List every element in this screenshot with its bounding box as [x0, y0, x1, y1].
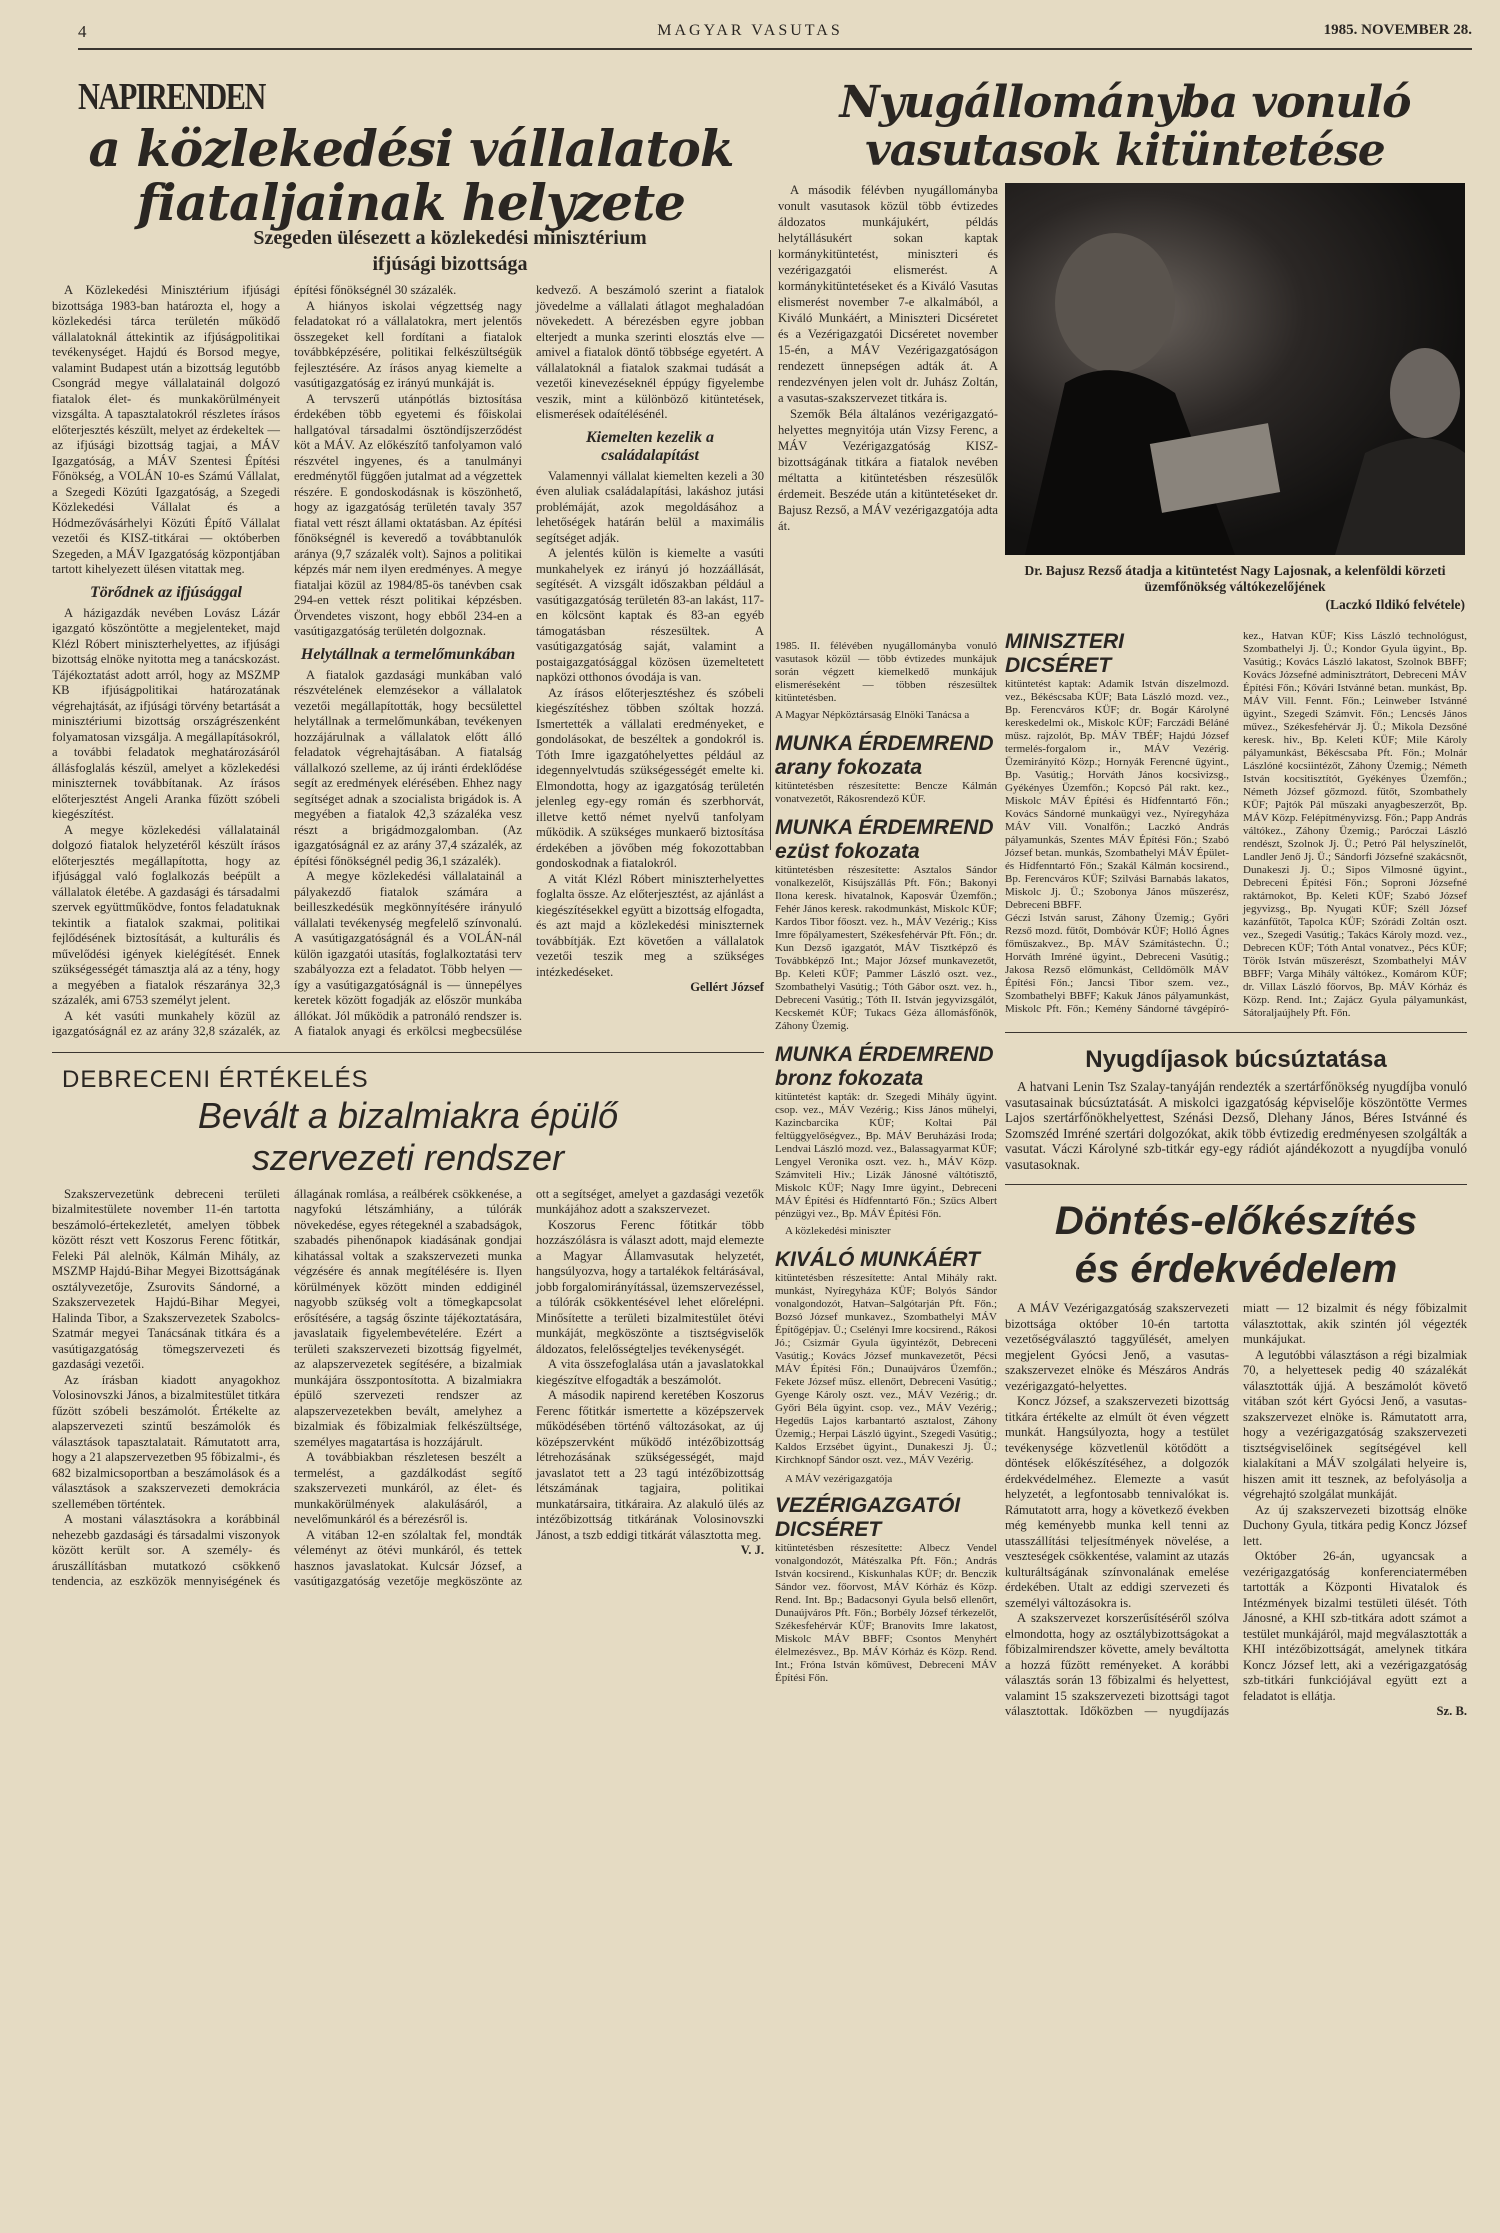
article-title-line2: és érdekvédelem	[1074, 1247, 1398, 1291]
paragraph: A MÁV Vezérigazgatóság szakszervezeti bizottsága október 10-én tartotta vezetőségválasztó taggyűlését, amelyen megjelent Gyócsi Jenő, a vasutas-szakszervezet elnöke és Mészáros András vezérigazgató-helyettes.	[1005, 1301, 1229, 1393]
paragraph: A második félévben nyugállományba vonult vasutasok közül több évtizedes áldozatos munkájukért, példás helytállásukért sokan kaptak kormánykitüntetést, miniszteri és vezérigazgatói elismerést. A kormánykitüntetéseket és a Kiváló Vasutas elismerést november 7-e alkalmából, a Kiváló Munkáért, a Miniszteri Dicséretet és a Vezérigazgatói Dicséretet november 15-én, a MÁV Vezérigazgatóságon rendezett ünnepségen adták át. A rendezvényen jelen volt dr. Juhász Zoltán, a vasutas-szakszervezet titkára is.	[778, 183, 998, 405]
section-title: MUNKA ÉRDEMREND	[775, 1043, 994, 1066]
awardees-list: kitüntetésben részesítette: Asztalos Sándor vonalkezelőt, Kisújszállás Pft. Főn.; Bakonyi Ilona keresk. hivatalnok, Kaposvár Üzemfőn.; Fehér János keresk. rakodmunkást, Miskolc KÜF; Kardos Tibor főoszt. vez. h., MÁV Vezérig.; Kiss Imre főpályamestert, Székesfehérvár Pft. Főn.; dr. Kun Dezső igazgatót, MÁV Tisztképző és Továbbképző Int.; Major József munkavezetőt, Bp. Keleti KÜF; Pammer László oszt. vez., Szombathelyi Vasútig.; Tóth Gábor oszt. vez. h., Debreceni Vasútig.; Tóth II. István jegyvizsgálót, Kecskemét KÜF; Tukacs Géza állomásfőnök, Záhony Üzemig.	[775, 864, 997, 1032]
awarding-body: A MÁV vezérigazgatója	[785, 1473, 893, 1485]
awards-column	[775, 640, 997, 1685]
paragraph: A megye közlekedési vállalatainál a pályakezdő fiatalok számára a beilleszkedésük megkönnyítésére irányuló vállalati tevékenység megfelelő színvonalú. A vasútigazgatóságnál és a VOLÁN-nál külön igazgatói utasítás, foglalkoztatási terv szabályozza ezt a feladatot. Több helyen — így a vasútigazgatóságnál is — ünnepélyes keretek között fogadják az először munkába állókat. Jól működik a patronáló rendszer is. A fiatalok anyagi és erkölcsi megbecsülése kedvező. A beszámoló szerint a fiatalok jövedelme a vállalati átlagot meghaladóan növekedett. A bérezésben egyre jobban elterjedt a munka szerinti elosztás elve — amivel a fiatalok döntő többsége egyetért. A vállalatoknál a fiatalok szakmai tudását a vezetői kinevezéseknél éppúgy figyelembe veszik, mint a különböző kitüntetések, elismerések odaítélésénél.	[294, 283, 764, 1038]
article-subtitle: Szegeden ülésezett a közlekedési minisztérium ifjúsági bizottsága	[253, 227, 647, 275]
photo-figures	[1005, 183, 1465, 555]
award-ceremony-photo	[1005, 183, 1465, 555]
ministerial-praise	[1005, 630, 1467, 1020]
awardees-list-continued: Géczi István sarust, Záhony Üzemig.; Győri Rezső mozd. fűtőt, Dombóvár KÜF; Holló Ágnes főműszakvez., Bp. MÁV Számítástechn. Ü.; Horváth Imréné ügyint., Debreceni Vasútig.; Jakosa Rezső előmunkást, Celldömölk MÁV Építési Főn.; Jancsi Tibor szem. vez., Szombathelyi BBFF; Kakuk János pályamunkást, Miskolc Pft. Főn.; Kemény Sándorné távgépíró-kez., Hatvan KÜF; Kiss László technológust, Szombathelyi Jj. Ü.; Kondor Gyula ügyint., Bp. Vasútig.; Kovács László lakatost, Szolnok BBFF; Kovács Józsefné adminisztrátort, Debreceni MÁV Építési Főn.; Kővári Istvánné betan. munkást, Bp. MÁV Vill. Fennt. Főn.; Leinweber Istvánné ügyint., Szegedi Számvit. Főn.; Lencsés János művez., Székesfehérvár Jj. Ü.; Mikola Dezsőné keresk. hiv., Bp. Keleti KÜF; Mile Károly pályamunkást, Békéscsaba Pft. Főn.; Molnár Lászlóné kocsiintézőt, Záhony Üzemig.; Németh István kocsitisztítót, Gyékényes Üzemfőn.; Németh József gőzmozd. fűtőt, Szombathely KÜF; Pajtók Pál műszaki anyagbeszerzőt, Bp. MÁV Közp. Felépítményvizsg. Főn.; Papp András váltókez., Záhony Üzemig.; Paróczai László rendészt, Szolnok Jj. Ü.; Petró Pál helyszínelőt, Landler Jenő Jj. Ü.; Sándorfi Józsefné szakácsnőt, Dunakeszi Jj. Ü.; Sipos Vilmosné ügyint., Debreceni Építési Főn.; Soproni Józsefné raktárnokot, Bp. Keleti KÜF; Szabó József jegyvizsg., Bp. Nyugati KÜF; Széll József kazánfűtőt, Tapolca KÜF; Szórádi Zoltán oszt. vez., Szegedi Vasútig.; Takács Károly mozd. vez., Debrecen KÜF; Tóth Antal vonatvez., Pécs KÜF; Török István műszerészt, Szombathelyi MÁV BBFF; Varga Mihály váltókez., Komárom KÜF; dr. Villax László főorvos, Bp. MÁV Kórház és Közp. Rend. Int.; Zajácz Gyula pályamunkást, Sátoraljaújhely Pft. Főn.	[1005, 630, 1467, 1019]
paragraph: Valamennyi vállalat kiemelten kezeli a 30 éven aluliak családalapítási, lakáshoz jutási problémáját, azok megoldásához a lehetőségek határán belül a maximális segítséget adják.	[536, 468, 764, 545]
awarding-body: A közlekedési miniszter	[785, 1225, 891, 1237]
section-subtitle: bronz fokozata	[775, 1067, 924, 1090]
section-subtitle: arany fokozata	[775, 756, 923, 779]
subheading: Törődnek az ifjúsággal	[89, 583, 242, 601]
article-nyugdijasok	[1005, 1045, 1467, 1172]
photo-credit: (Laczkó Ildikó felvétele)	[1325, 597, 1465, 612]
article-kicker: DEBRECENI ÉRTÉKELÉS	[62, 1065, 369, 1093]
paragraph: Szakszervezetünk debreceni területi bizalmitestülete november 11-én tartotta beszámoló-értekezletét, amelyen többek között részt vett Koszorus Ferenc főtitkár, Feleki Pál alelnök, Kálmán Mihály, az MSZMP Hajdú-Bihar Megyei Bizottságának osztályvezetője, Zsurovits Sándorné, a Szakszervezetek Hajdú-Bihar Megyei, Halinda Tibor, a Szakszervezetek Szabolcs-Szatmár megyei Tanácsának titkára és a vasútigazgatóság tömegszervezeti és gazdasági vezetői.	[52, 1186, 280, 1371]
author-signature: Sz. B.	[1436, 1704, 1467, 1718]
awards-note: 1985. II. félévében nyugállományba vonuló vasutasok közül — több évtizedes munkájuk során végzett kiemelkedő munkájuk elismeréseként — többen részesültek kitüntetésben.	[775, 640, 997, 704]
awardees-list: kitüntetésben részesítette: Bencze Kálmán vonatvezetőt, Rákosrendező KÜF.	[775, 780, 997, 805]
awardees-list: kitüntetést kapták: dr. Szegedi Mihály ügyint. csop. vez., MÁV Vezérig.; Kiss János műhelyi, Kazincbarcika KÜF; Koltai Pál feltüggyelőségvez., Bp. MÁV Beruházási Iroda; Lendvai László mozd. vez., Balassagyarmat KÜF; Lengyel Veronika oszt. vez. h., MÁV Közp. Számviteli Hiv.; Lizák Jánosné váltótisztő, Miskolc KÜF; Nagy Imre ügyint., Debreceni MÁV Építési és Hídfenntartó Főn.; Szűcs Albert pénzügyi vez., Bp. MÁV Építési Főn.	[775, 1091, 997, 1220]
column-divider	[770, 250, 771, 850]
paragraph: A második napirend keretében Koszorus Ferenc főtitkár ismertette a középszervek működésében történő változásokat, az új középszervként működő intézőbizottság létrehozásának szükségességét, majd javaslatot tett a 23 tagú intézőbizottság létszámának tagjaira, politikai munkatársaira, titkáraira. Az alakuló ülés az intézőbizottság titkárának Volosinovszki Jánost, a tszb eddigi titkárát választotta meg.	[536, 1388, 764, 1542]
subheading: Helytállnak a termelőmunkában	[300, 645, 516, 663]
paragraph: A legutóbbi választáson a régi bizalmiak 70, a helyettesek pedig 40 százalékát választották újjá. A beszámolót követő vitában szót kért Gyócsi Jenő, a vasutas-szakszervezet elnöke is. Rámutatott arra, hogy a vezérigazgatóság szakszervezeti tisztségviselőinek segítségével kell kialakítani a MÁV szolgálati helyeire is, hiszen amit itt tesznek, az befolyásolja a végrehajtó szolgálat munkáját.	[1243, 1347, 1467, 1501]
article-dontes-elokeszites	[1005, 1197, 1467, 1720]
section-divider	[1005, 1032, 1467, 1033]
paragraph: A két vasúti munkahely közül az igazgatóságnál ez az arány 32,8 százalék, az építési főnökségnél 30 százalék.	[52, 283, 457, 1038]
article-title-line1: Nyugállományba vonuló	[839, 77, 1411, 128]
article-title-line2: szervezeti rendszer	[251, 1136, 565, 1178]
article-title: Nyugdíjasok búcsúztatása	[1085, 1046, 1387, 1073]
section-title: KIVÁLÓ MUNKÁÉRT	[775, 1248, 980, 1271]
section-divider	[52, 1052, 764, 1053]
paragraph: Az írásos előterjesztéshez és szóbeli kiegészítéshez többen szóltak hozzá. Ismertették a vállalati eredményeket, e gondolásokat, de beszéltek a gondokról is. Tóth Imre igazgatóhelyettes például az idegennyelvtudás szükségességét emelte ki. Elmondotta, hogy az igazgatóság területén jelenleg egy-egy román és szerbhorvát, illetve kettő német nyelvű tanfolyam működik. A szükséges munkaerő biztosítása érdekében a jövőben még fokozottabban gondoskodnak a fiatalokról.	[536, 685, 764, 870]
paragraph: A vitában 12-en szólaltak fel, mondták véleményt az ötévi munkáról, és tettek hasznos javaslatokat. Kulcsár József, a vasútigazgatóság vezetője megköszönte az ott a segítséget, amelyet a gazdasági vezetők munkájához adott a szakszervezet.	[294, 1186, 764, 1588]
paragraph: A vitát Klézl Róbert miniszterhelyettes foglalta össze. Az előterjesztést, az ajánlást a kiegészítésekkel együtt a bizottság elfogadta, és azt majd a közlekedési miniszternek továbbítják. Ezt követően a vállalatok vezetői teszik meg a szükséges intézkedéseket.	[536, 871, 764, 979]
paragraph: Koszorus Ferenc főtitkár több hozzászólásra is választ adott, majd elemezte a Magyar Államvasutak helyzetét, hangsúlyozva, hogy a tartalékok feltárásával, jobb forgalomirányítással, üzemszervezéssel, a túlórák csökkentésével lehet előrelépni. Minősítette a területi bizalmitestület ötévi munkáját, megköszönte a tisztségviselők áldozatos, felelősségteljes tevékenységét.	[536, 1217, 764, 1356]
section-title: DICSÉRET	[1005, 654, 1112, 677]
section-title: MINISZTERI	[1005, 630, 1124, 653]
paragraph: A házigazdák nevében Lovász Lázár igazgató köszöntötte a megjelenteket, majd Klézl Róbert miniszterhelyettes, az ifjúsági bizottság elnöke nyitotta meg a tanácskozást. Tájékoztatást adott arról, hogy az MSZMP KB ifjúságpolitikai határozatának végrehajtását, az ifjúsági törvény betartását a minisztériumi bizottság országrészenként folyamatosan vizsgálja. A megállapításokról, a további feladatok meghatározásáról állásfoglalás készül, amelyet a közlekedési miniszternek továbbítanak. Az írásos előterjesztést Angeli Aranka fűzött szóbeli kiegészítést.	[52, 605, 280, 821]
section-title: VEZÉRIGAZGATÓI	[775, 1494, 961, 1517]
paragraph: A továbbiakban részletesen beszélt a termelést, a gazdálkodást segítő szakszervezeti munkáról, az élet- és munkakörülmények alakulásáról, a nevelőmunkáról és a bérezésről is.	[294, 1450, 522, 1526]
paragraph: Az írásban kiadott anyagokhoz Volosinovszki János, a bizalmitestület titkára fűzött szóbeli beszámolót. Értékelte az alapszervezeti szintű beszámolók és választások tapasztalatait. Rámutatott arra, hogy a 21 alapszervezetben 95 főbizalmi-, és 682 bizalmicsoportban a beszámolások és a választások a szakszervezeti demokrácia szellemében történtek.	[52, 1372, 280, 1511]
section-subtitle: ezüst fokozata	[775, 840, 920, 863]
paragraph: Október 26-án, ugyancsak a vezérigazgatóság konferenciatermében tartották a Központi Hivatalok és Intézmények bizalmi testületi ülését. Tóth Jánosné, a KHI szb-titkára adott számot a testület munkájáról, majd megválasztották a KHI intézőbizottságát, amelynek titkára Koncz József lett, aki a vezérigazgatóság szb-titkári funkciójával együtt ezt a feladatot is ellátja.	[1243, 1549, 1467, 1703]
awardees-list: kitüntetésben részesítette: Albecz Vendel vonalgondozót, Mátészalka Pft. Főn.; András István kocsirend., Kiskunhalas KÜF; dr. Benczik Sándor vez. főorvost, MÁV Kórház és Közp. Rend. Int. Bp.; Badacsonyi Gyula belső ellenőrt, Dunaújváros Pft. Főn.; Borbély József térkezelőt, Székesfehérvár KÜF; Branovits Imre lakatost, Miskolc MÁV BBFF; Csontos Menyhért élelmezésvez., Bp. MÁV Kórház és Közp. Rend. Int.; Fróna István kőművest, Debreceni MÁV Építési Főn.	[775, 1542, 997, 1684]
article-body	[52, 283, 764, 1040]
paragraph: A megye közlekedési vállalatainál dolgozó fiatalok helyzetéről készült írásos előterjesztés megállapította, hogy az ifjúsággal való foglalkozás beépült a vállalatok életébe. A gazdasági és társadalmi szervek együttműködve, fontos feladatuknak tekintik a fiatalok szakmai, politikai fejlődésének biztosítását, a kulturális és művelődési igények kielégítését. Ennek szükségességét támasztja alá az a tény, hogy a megyében a fiatalok részaránya 32,3 százalék, ami 6753 személyt jelent.	[52, 822, 280, 1007]
paragraph: A fiatalok gazdasági munkában való részvételének elemzésekor a vállalatok vezetői megállapították, hogy becsülettel helytállnak a termelőmunkában, tevékenyen hozzájárulnak a vállalatok előtt álló feladatok végrehajtásában. A fiatalság vállalkozó szelleme, az új iránti érdeklődése segít az eredmények elérésében. Ehhez nagy segítséget adnak a szocialista brigádok is. A megyében a fiatalok 42,3 százaléka vesz részt a brigádmozgalomban. (Az igazgatóságnál ez az arány 37,4 százalék, az építési főnökségnél pedig 36,1 százalék).	[294, 667, 522, 868]
section-title: DICSÉRET	[775, 1518, 882, 1541]
paragraph: A hiányos iskolai végzettség nagy feladatokat ró a vállalatokra, mert jelentős összegeket kell fordítani a fiatalok továbbképzésére, politikai felkészültségük fejlesztésére. Az írásos anyag kiemelte a vasútigazgatóság ez irányú munkáját is.	[294, 298, 522, 390]
article-title-line2: fiataljainak helyzete	[137, 173, 685, 232]
awards-note: A Magyar Népköztársaság Elnöki Tanácsa a	[775, 709, 970, 721]
photo-caption: Dr. Bajusz Rezső átadja a kitüntetést Nagy Lajosnak, a kelenföldi körzeti üzemfőnökség váltókezelőjének	[1024, 563, 1446, 594]
paragraph: A mostani választásokra a korábbinál nehezebb gazdasági és társadalmi viszonyok között került sor. A személy- és áruszállításban mutatkozó csökkenő tendencia, az eszközök mennyiségének és állagának romlása, a reálbérek csökkenése, a nagyfokú létszámhiány, a túlórák növekedése, egyes rétegeknél a szabadságok, szabadés pihenőnapok kiadásának gondjai kihatással voltak a szakszervezeti munka végzésére és annak megítélésére is. Ilyen körülmények között minden eddiginél nagyobb szükség volt a tömegkapcsolat erősítésére, a tagság őszinte tájékoztatására, javaslataik figyelembevételére. Ezért a területi szakszervezeti bizottság figyelmét, az alapszervezetek segítésére, a bizalmiak munkájára összpontosította. A bizalmiakra épülő szervezeti rendszer az alapszervezetekben bevált, amelyhez a bizalmiak és főbizalmiak felkészültsége, személyes magatartása is hozzájárult.	[52, 1186, 522, 1588]
section-divider	[1005, 1184, 1467, 1185]
paragraph: A szakszervezet korszerűsítéséről szólva elmondotta, hogy az osztálybizottságokat a főbizalmirendszer követte, amely beváltotta a hozzá fűzött reményeket. A korábbi választás során 13 főbizalmi és helyettest, valamint 15 szakszervezeti bizottsági tagot választottak. Időközben — nyugdíjazás miatt — 12 bizalmit és négy főbizalmit választottak, akik szintén jól végezték munkájukat.	[1005, 1301, 1467, 1718]
awardees-list: kitüntetésben részesítette: Antal Mihály rakt. munkást, Nyíregyháza KÜF; Bolyós Sándor vonalgondozót, Hatvan–Salgótarján Pft. Főn.; Bozsó József munkavez., Szombathelyi MÁV Építőgépjav. Ü.; Cselényi Imre kocsirend., Rákosi Jó.; Csizmár Gyula ügyintézőt, Debreceni Vasútig.; Kovács József munkavezetőt, Pécsi MÁV Építési Főn.; Dunaújváros Üzemfőn.; Fekete József műsz. ellenőrt, Debreceni Vasútig.; Gyenge Károly oszt. vez., MÁV Vezérig.; dr. Győri Béla ügyint. csop. vez., MÁV Vezérig.; Hegedűs Lajos karbantartó asztalost, Záhony Üzemig.; Herpai László ügyint., Szegedi Vasútig.; Kaldos Erzsébet ügyint., Dunakeszi Jj. Ü.; Kirchknopf Sándor oszt. vez., MÁV Vezérig.	[775, 1272, 997, 1466]
awardees-list: kitüntetést kaptak: Adamik István díszelmozd. vez., Békéscsaba KÜF; Bata László mozd. vez., Bp. Ferencváros KÜF; dr. Bogár Károlyné kereskedelmi ok., Miskolc KÜF; Farczádi Béláné műsz. rajzolót, Bp. MÁV TBÉF; Hajdú József termelés-forgalom ir., MÁV Vezérig. Üzemirányító Közp.; Hornyák Ferencné ügyint., Bp. Vasútig.; Horváth János kocsivizsg., Gyékényes Üzemfőn.; Kopcsó Pál rakt. kez., Miskolc MÁV Építési és Hídfenntartó Főn.; Kovács Sándorné munkaügyi vez., Nyíregyháza MÁV Vill. Vonalfőn.; Laczkó András pályamunkás, Szentes MÁV Építési Főn.; Szabó József betan. munkás, Szombathelyi MÁV Épület- és Hídfenntartó Főn.; Szakál Kálmán kocsirend., Bp. Ferencváros KÜF; Szilvási Barnabás lakatos, Miskolc Jj. Ü.; Szobonya János műszerész, Debreceni BBFF.	[1005, 678, 1229, 911]
article-kicker: NAPIRENDEN	[78, 76, 265, 118]
paragraph: Szemők Béla általános vezérigazgató-helyettes megnyitója után Vizsy Ferenc, a MÁV Vezérigazgatóság KISZ-bizottságának titkára a fiatalok nevében méltatta a kitüntetésben részesülők érdemeit. Beszéde után a kitüntetéseket dr. Bajusz Rezső, a MÁV vezérigazgatója adta át.	[778, 407, 998, 533]
section-title: MUNKA ÉRDEMREND	[775, 816, 994, 839]
article-title-line1: Bevált a bizalmiakra épülő	[197, 1094, 619, 1136]
article-body	[1005, 1079, 1467, 1172]
author-signature: V. J.	[740, 1543, 764, 1557]
article-intro	[778, 182, 998, 534]
author-signature: Gellért József	[690, 980, 764, 994]
subheading: Kiemelten kezelik a családalapítást	[586, 428, 714, 464]
paragraph: A vita összefoglalása után a javaslatokkal kiegészítve elfogadták a beszámolót.	[536, 1357, 764, 1387]
section-title: MUNKA ÉRDEMREND	[775, 732, 994, 755]
left-flow	[52, 283, 764, 1590]
article-debreceni-ertekeles	[52, 1065, 764, 1590]
article-title-line2: vasutasok kitüntetése	[865, 125, 1385, 176]
header-rule	[78, 48, 1472, 50]
paragraph: A Közlekedési Minisztérium ifjúsági bizottsága 1983-ban határozta el, hogy a közlekedési tárca területén működő vállalatoknál áttekintik az ifjúságpolitikai tevékenységet. Hajdú és Borsod megye, valamint Budapest után a bizottság legutóbb Csongrád megye vállalatainál dolgozó fiatalok élet- és munkakörülményeit vizsgálta. A tapasztalatokról részletes írásos előterjesztés készült, melyet az érdekeltek — az ifjúsági bizottság tagjai, a MÁV Igazgatóság, a MÁV Szentesi Építési Főnökség, a VOLÁN 10-es Számú Vállalat, a Szegedi Közúti Igazgatóság, a Szegedi Közlekedési Vállalat és a Hódmezővásárhelyi Közúti Építő Vállalat vezetői és KISZ-titkárai — októberben Szegeden, a MÁV Igazgatóság központjában tartott kihelyezett ülésen vitattak meg.	[52, 283, 280, 576]
article-napirenden	[52, 283, 764, 1040]
paragraph: A jelentés külön is kiemelte a vasúti munkahelyek ez irányú jó hozzáállását, segítését. A vizsgált időszakban például a vasútigazgatóság területén 83-an lakást, 117-en kölcsönt kaptak és 83-an egyéb támogatásban részesültek. A vasútigazgatóság saját, valamint a postaigazgatósággal közösen üzemeltetett napközi otthonos óvodája is van.	[536, 546, 764, 684]
right-flow	[1005, 630, 1467, 1720]
issue-date: 1985. NOVEMBER 28.	[1323, 22, 1472, 38]
article-body	[1005, 1301, 1467, 1720]
paragraph: A tervszerű utánpótlás biztosítása érdekében több egyetemi és főiskolai hallgatóval társadalmi ösztöndíjszerződést köt a MÁV. Az előkészítő tanfolyamon való részvétel ingyenes, és a tanulmányi eredménytől függően jutalmat ad a végzettek részére. E gondoskodásnak is köszönhető, hogy az igazgatóság területén tavaly 357 fiatal vett részt állami oktatásban. Az építési főnökségnél is keveredő a továbbtanulók aránya (9,7 százalék volt). Sajnos a politikai képzés már nem ilyen eredményes. A megye fiataljai közül az 1984/85-ös tanévben csak 294-en vettek részt politikai képzésben. Örvendetes viszont, hogy ebből 234-en a vasútigazgatóság területén dolgoznak.	[294, 391, 522, 638]
newspaper-name: MAGYAR VASUTAS	[657, 22, 843, 39]
paragraph: A hatvani Lenin Tsz Szalay-tanyáján rendezték a szertárfőnökség nyugdíjba vonuló vasutasainak búcsúztatását. A miskolci igazgatóság képviselője köszöntötte Vermes Lajos szertárfőnökhelyettest, Szénási Dezső, Dlehany János, Béres Istvánné és Szomszéd Imréné szertári dolgozókat, akik több évtizedig eredményesen szolgálták a vasutat. Váczi Károlyné szb-titkár egy-egy rádiót ajándékozott a nyugdíjba vonuló vasutasoknak.	[1005, 1079, 1467, 1172]
article-body	[52, 1187, 764, 1590]
paragraph: Koncz József, a szakszervezeti bizottság titkára értékelte az elmúlt öt éven végzett munkát. Hangsúlyozta, hogy a testület tevékenysége közvetlenül kötődött a döntések előkészítéséhez, a dolgozók érdekvédelméhez. Elemezte a vasút helyzetét, a legfontosabb tennivalókat is. Rámutatott arra, hogy a következő években még keményebb munka kell tenni az utasszállítási teljesítmények növelése, a veszteségek csökkentése, valamint az utazás kulturáltságának színvonalának emelése érdekében. Utalt az eddigi szervezeti és személyi változásokra is.	[1005, 1394, 1229, 1610]
article-title-line1: Döntés-előkészítés	[1054, 1199, 1418, 1243]
page-number: 4	[78, 22, 87, 41]
article-title-line1: a közlekedési vállalatok	[88, 119, 734, 178]
paragraph: Az új szakszervezeti bizottság elnöke Duchony Gyula, titkára pedig Koncz József lett.	[1243, 1502, 1467, 1548]
